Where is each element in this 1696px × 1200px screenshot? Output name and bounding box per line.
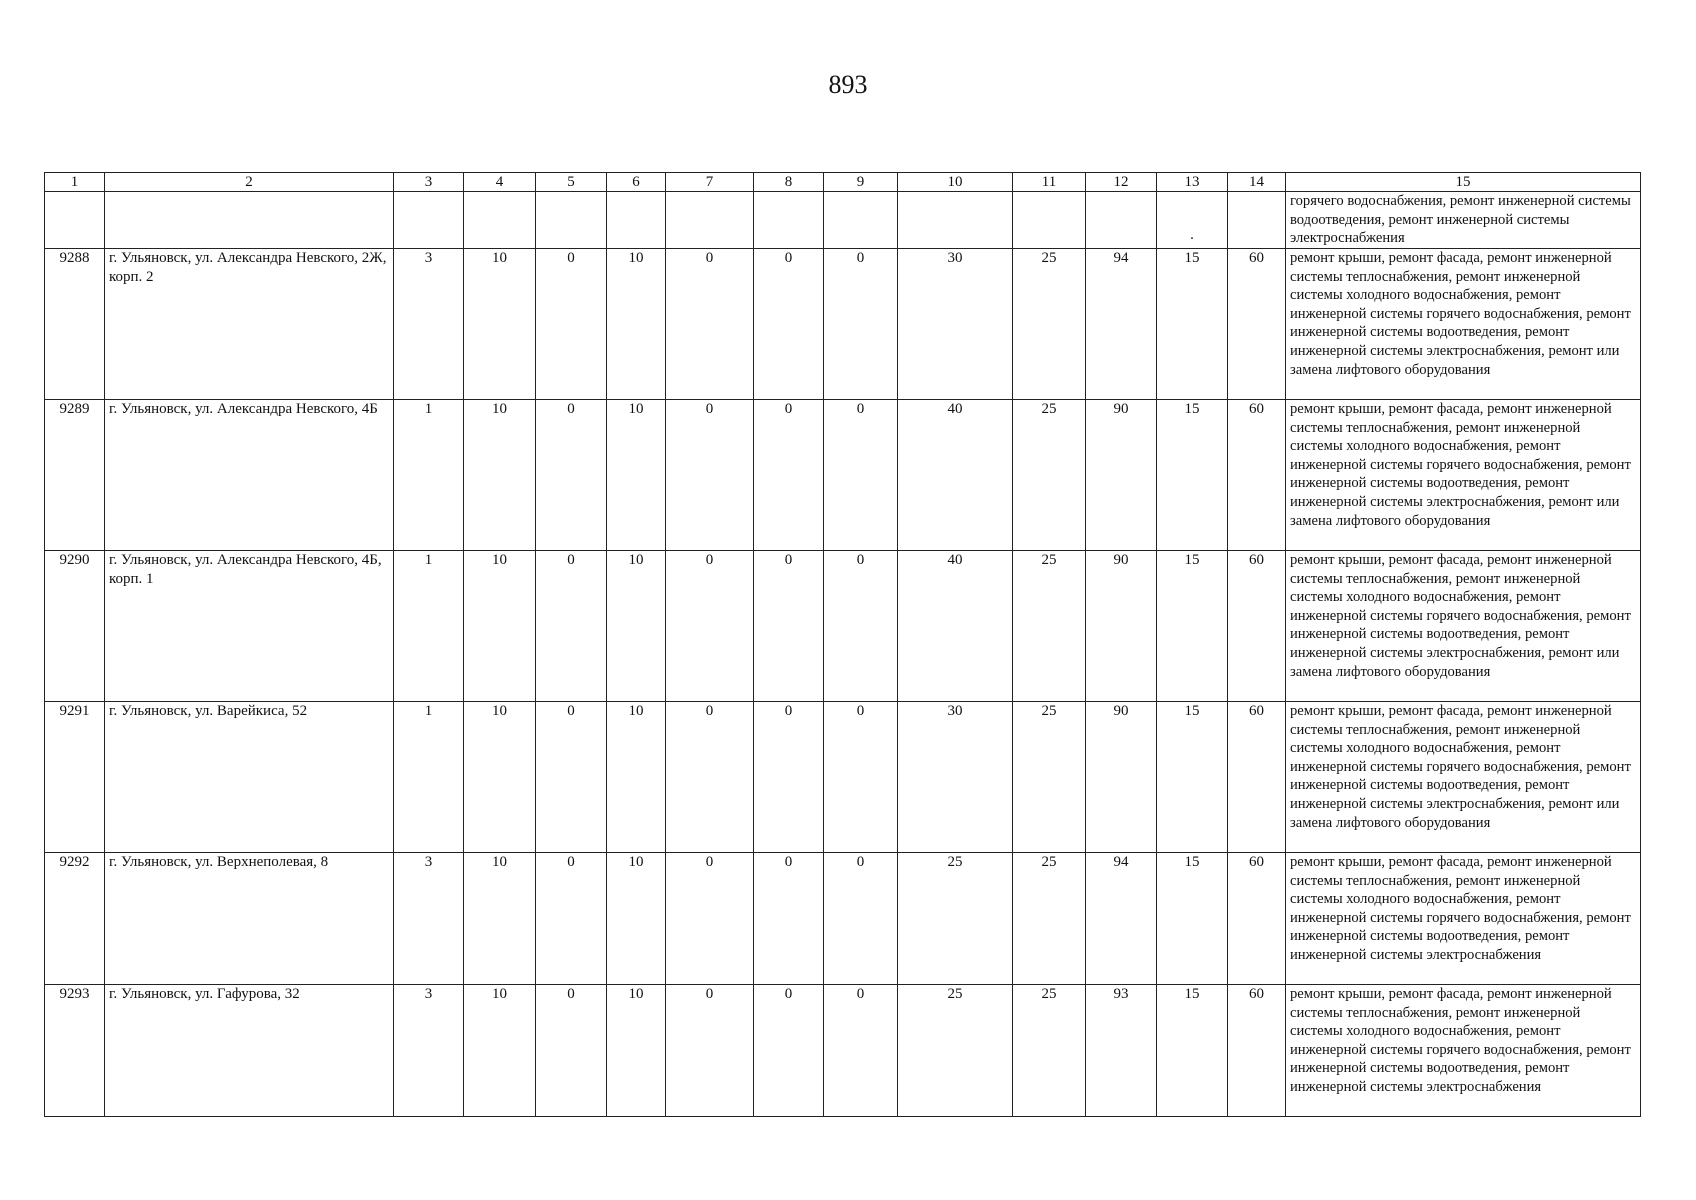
value-cell: 40 [898,551,1013,702]
table-row [45,249,1641,400]
value-cell: 60 [1228,400,1286,551]
value-cell: 0 [536,853,607,985]
value-cell: 1 [394,551,464,702]
value-cell: 10 [464,400,536,551]
value-cell: 0 [824,985,898,1117]
value-cell: 3 [394,985,464,1117]
value-cell: 90 [1086,400,1157,551]
value-cell: 0 [536,249,607,400]
value-cell: 10 [607,400,666,551]
value-cell: 10 [607,249,666,400]
value-cell: 15 [1157,400,1228,551]
value-cell: 0 [666,551,754,702]
value-cell: 25 [898,985,1013,1117]
value-cell: 3 [394,853,464,985]
value-cell: 0 [754,400,824,551]
value-cell: 60 [1228,702,1286,853]
value-cell: 0 [666,249,754,400]
value-cell: 0 [536,985,607,1117]
column-header: 7 [666,173,754,192]
value-cell: 0 [666,702,754,853]
column-header: 2 [105,173,394,192]
value-cell: 25 [1013,249,1086,400]
works-cell: ремонт крыши, ремонт фасада, ремонт инженерной системы теплоснабжения, ремонт инженерной системы холодного водоснабжения, ремонт инженерной системы горячего водоснабжения, ремонт инженерной системы водоотведения, ремонт инженерной системы электроснабжения, ремонт или замена лифтового оборудования [1286,702,1641,853]
value-cell: 1 [394,400,464,551]
value-cell: 40 [898,400,1013,551]
column-header: 3 [394,173,464,192]
works-cell: горячего водоснабжения, ремонт инженерной системы водоотведения, ремонт инженерной системы электроснабжения [1286,192,1641,249]
column-header: 11 [1013,173,1086,192]
column-header: 15 [1286,173,1641,192]
value-cell: 15 [1157,853,1228,985]
value-cell: 60 [1228,249,1286,400]
value-cell: 1 [394,702,464,853]
works-cell: ремонт крыши, ремонт фасада, ремонт инженерной системы теплоснабжения, ремонт инженерной системы холодного водоснабжения, ремонт инженерной системы горячего водоснабжения, ремонт инженерной системы водоотведения, ремонт инженерной системы электроснабжения, ремонт или замена лифтового оборудования [1286,551,1641,702]
column-number-header [45,173,1641,192]
value-cell: 0 [824,400,898,551]
table-row [45,853,1641,985]
value-cell: 30 [898,249,1013,400]
table-row [45,985,1641,1117]
value-cell: 90 [1086,551,1157,702]
value-cell: 10 [464,551,536,702]
column-header: 4 [464,173,536,192]
value-cell: 0 [536,702,607,853]
value-cell: 94 [1086,853,1157,985]
table-row [45,702,1641,853]
works-cell: ремонт крыши, ремонт фасада, ремонт инженерной системы теплоснабжения, ремонт инженерной системы холодного водоснабжения, ремонт инженерной системы горячего водоснабжения, ремонт инженерной системы водоотведения, ремонт инженерной системы электроснабжения [1286,853,1641,985]
table-row [45,400,1641,551]
value-cell: 60 [1228,985,1286,1117]
value-cell: 0 [536,551,607,702]
value-cell: 25 [1013,985,1086,1117]
value-cell: 0 [536,400,607,551]
value-cell: 10 [464,249,536,400]
value-cell: 10 [464,985,536,1117]
column-header: 6 [607,173,666,192]
value-cell: 15 [1157,985,1228,1117]
value-cell: 0 [666,985,754,1117]
value-cell: 10 [607,985,666,1117]
value-cell: 25 [1013,853,1086,985]
value-cell: 0 [824,702,898,853]
value-cell: 10 [464,853,536,985]
value-cell: 93 [1086,985,1157,1117]
value-cell: 25 [1013,702,1086,853]
stray-mark: . [1157,192,1228,249]
page-number: 893 [828,70,868,99]
value-cell: 0 [754,702,824,853]
value-cell: 30 [898,702,1013,853]
works-cell: ремонт крыши, ремонт фасада, ремонт инженерной системы теплоснабжения, ремонт инженерной системы холодного водоснабжения, ремонт инженерной системы горячего водоснабжения, ремонт инженерной системы водоотведения, ремонт инженерной системы электроснабжения, ремонт или замена лифтового оборудования [1286,249,1641,400]
value-cell: 15 [1157,249,1228,400]
address-cell: г. Ульяновск, ул. Гафурова, 32 [105,985,394,1117]
address-cell: г. Ульяновск, ул. Варейкиса, 52 [105,702,394,853]
value-cell: 25 [1013,400,1086,551]
table-row-continuation [45,192,1641,249]
value-cell: 25 [1013,551,1086,702]
value-cell: 0 [754,853,824,985]
record-id: 9291 [45,702,105,853]
column-header: 9 [824,173,898,192]
column-header: 8 [754,173,824,192]
value-cell: 0 [824,249,898,400]
works-cell: ремонт крыши, ремонт фасада, ремонт инженерной системы теплоснабжения, ремонт инженерной системы холодного водоснабжения, ремонт инженерной системы горячего водоснабжения, ремонт инженерной системы водоотведения, ремонт инженерной системы электроснабжения, ремонт или замена лифтового оборудования [1286,400,1641,551]
value-cell: 0 [824,853,898,985]
value-cell: 60 [1228,551,1286,702]
value-cell: 15 [1157,551,1228,702]
address-cell: г. Ульяновск, ул. Александра Невского, 4Б, корп. 1 [105,551,394,702]
record-id: 9289 [45,400,105,551]
value-cell: 0 [754,249,824,400]
value-cell: 0 [754,985,824,1117]
value-cell: 10 [607,853,666,985]
table-row [45,551,1641,702]
address-cell: г. Ульяновск, ул. Александра Невского, 4Б [105,400,394,551]
value-cell: 0 [666,400,754,551]
column-header: 1 [45,173,105,192]
value-cell: 0 [754,551,824,702]
value-cell: 0 [666,853,754,985]
value-cell: 15 [1157,702,1228,853]
record-id: 9288 [45,249,105,400]
repair-schedule-table [44,172,1641,1117]
value-cell: 0 [824,551,898,702]
address-cell: г. Ульяновск, ул. Верхнеполевая, 8 [105,853,394,985]
column-header: 12 [1086,173,1157,192]
column-header: 5 [536,173,607,192]
value-cell: 10 [607,702,666,853]
column-header: 14 [1228,173,1286,192]
value-cell: 25 [898,853,1013,985]
value-cell: 90 [1086,702,1157,853]
works-cell: ремонт крыши, ремонт фасада, ремонт инженерной системы теплоснабжения, ремонт инженерной системы холодного водоснабжения, ремонт инженерной системы горячего водоснабжения, ремонт инженерной системы водоотведения, ремонт инженерной системы электроснабжения [1286,985,1641,1117]
column-header: 10 [898,173,1013,192]
record-id: 9293 [45,985,105,1117]
record-id: 9292 [45,853,105,985]
record-id: 9290 [45,551,105,702]
value-cell: 94 [1086,249,1157,400]
column-header: 13 [1157,173,1228,192]
value-cell: 60 [1228,853,1286,985]
value-cell: 10 [464,702,536,853]
value-cell: 10 [607,551,666,702]
value-cell: 3 [394,249,464,400]
address-cell: г. Ульяновск, ул. Александра Невского, 2Ж, корп. 2 [105,249,394,400]
